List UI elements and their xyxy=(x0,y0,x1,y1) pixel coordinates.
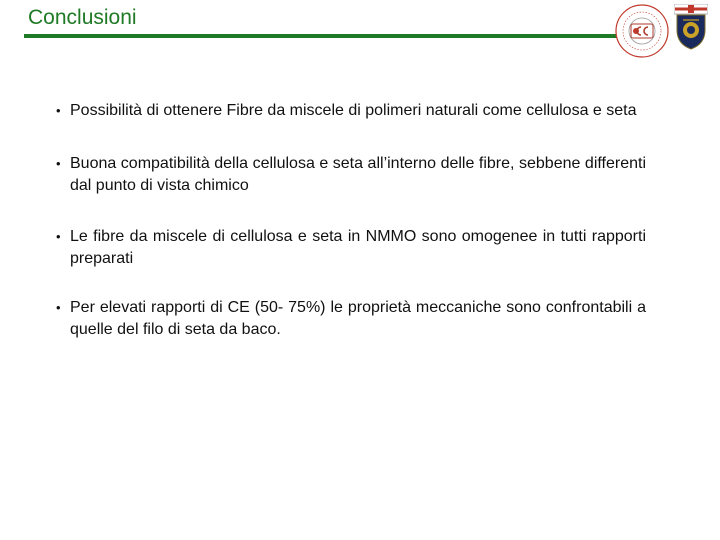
bullet-item: • Buona compatibilità della cellulosa e seta all’interno delle fibre, sebbene differenti dal punto di vista chimico xyxy=(56,153,646,197)
bullet-item: • Le fibre da miscele di cellulosa e seta in NMMO sono omogenee in tutti rapporti preparati xyxy=(56,226,646,270)
title-underline xyxy=(24,34,618,38)
bullet-item: • Per elevati rapporti di CE (50- 75%) le proprietà meccaniche sono confrontabili a quelle del filo di seta da baco. xyxy=(56,297,646,341)
bullet-item: • Possibilità di ottenere Fibre da miscele di polimeri naturali come cellulosa e seta xyxy=(56,100,646,122)
slide-title: Conclusioni xyxy=(28,6,137,29)
university-crest-icon xyxy=(674,4,708,50)
conclusions-list xyxy=(56,100,646,341)
dcc-logo-icon xyxy=(614,3,670,59)
